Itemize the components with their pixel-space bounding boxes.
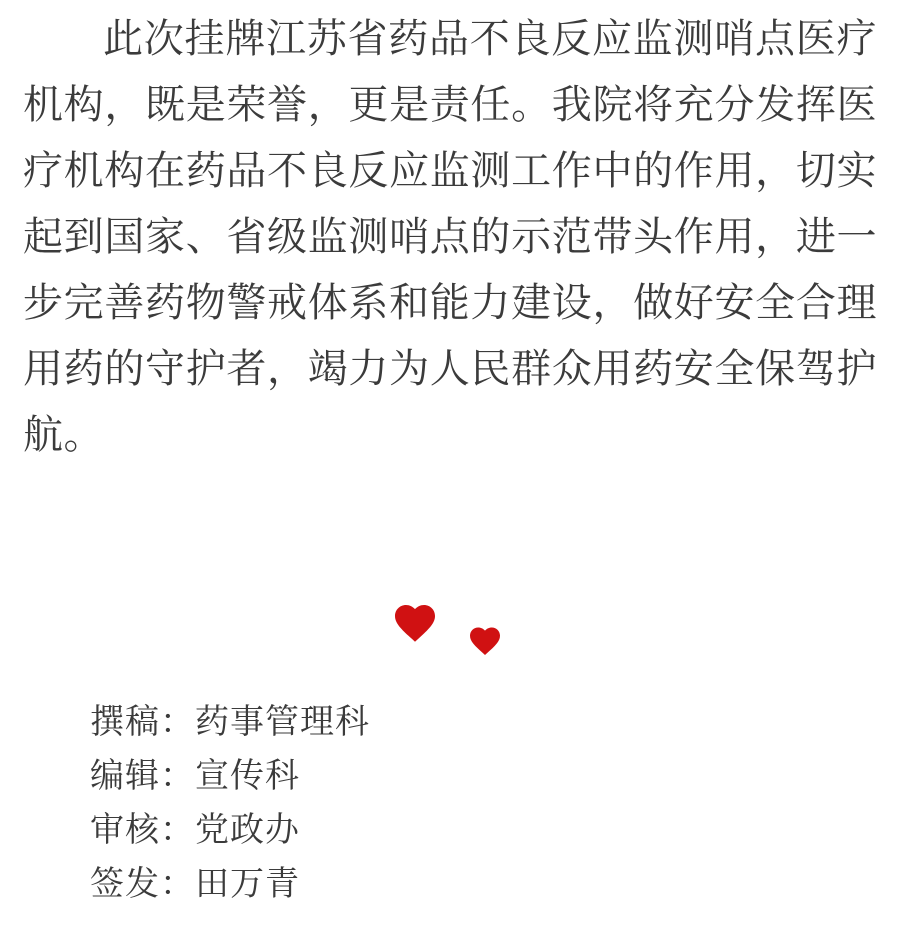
heart-icon-shape [470, 628, 500, 656]
credits-block [90, 695, 370, 911]
credit-line-writer: 撰稿：药事管理科 [90, 703, 370, 741]
heart-icon [467, 623, 503, 659]
credit-line-issuer: 签发：田万青 [90, 865, 300, 903]
credit-line-editor: 编辑：宣传科 [90, 757, 300, 795]
article-paragraph: 此次挂牌江苏省药品不良反应监测哨点医疗机构，既是荣誉，更是责任。我院将充分发挥医疗机构在药品不良反应监测工作中的作用，切实起到国家、省级监测哨点的示范带头作用，进一步完善药物警戒体系和能力建设，做好安全合理用药的守护者，竭力为人民群众用药安全保驾护航。 [23, 17, 877, 457]
credit-line-reviewer: 审核：党政办 [90, 811, 300, 849]
heart-icon-shape [395, 605, 435, 642]
heart-icon [391, 599, 439, 647]
